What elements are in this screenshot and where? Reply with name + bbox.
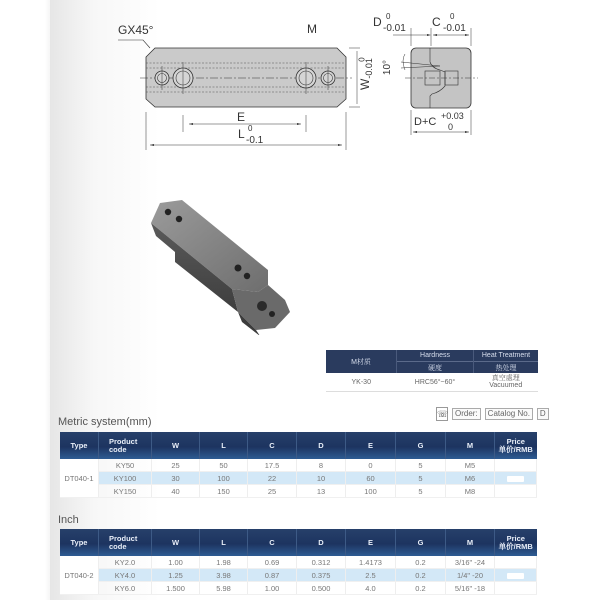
col-type: Type (60, 432, 99, 459)
c-cell: 0.87 (248, 569, 297, 582)
price-cell (495, 485, 537, 498)
col-c: C (248, 432, 297, 459)
w-cell: 30 (152, 472, 200, 485)
m-cell: 5/16" -18 (446, 582, 495, 595)
price-cell (495, 582, 537, 595)
price-cell (495, 459, 537, 472)
hardness-header: Hardness (397, 350, 474, 362)
l-cell: 5.98 (200, 582, 248, 595)
col-l: L (200, 529, 248, 556)
col-price: Price 单价/RMB (495, 432, 537, 459)
chamfer-label: GX45° (118, 23, 154, 37)
c-cell: 22 (248, 472, 297, 485)
treatment-en: Vacuumed (489, 382, 523, 389)
e-cell: 60 (346, 472, 396, 485)
price-redacted (507, 476, 524, 482)
dim-w-label (358, 58, 372, 90)
dim-d-tol-upper: 0 (386, 12, 391, 21)
material-row (326, 373, 538, 392)
metric-title: Metric system(mm) (58, 416, 152, 428)
table-row (60, 556, 537, 569)
inch-table (60, 529, 537, 595)
dim-l-label: L (238, 127, 245, 141)
dim-e-label: E (237, 110, 246, 124)
col-m: M (446, 432, 495, 459)
col-d: D (297, 529, 346, 556)
e-cell: 4.0 (346, 582, 396, 595)
d-cell: 10 (297, 472, 346, 485)
order-bar (436, 407, 549, 421)
dim-l-tol-lower: -0.1 (246, 135, 264, 146)
l-cell: 1.98 (200, 556, 248, 569)
metric-table (60, 432, 537, 498)
col-e: E (346, 432, 396, 459)
d-cell: 8 (297, 459, 346, 472)
col-d: D (297, 432, 346, 459)
col-w: W (152, 432, 200, 459)
dim-dc-tol-lower: 0 (448, 122, 454, 132)
g-cell: 0.2 (396, 556, 446, 569)
catalog-value: D (537, 408, 549, 420)
g-cell: 5 (396, 459, 446, 472)
price-cell (495, 569, 537, 582)
w-cell: 1.25 (152, 569, 200, 582)
material-table (326, 350, 538, 392)
product-photo (140, 190, 300, 335)
table-row (60, 472, 537, 485)
table-row (60, 569, 537, 582)
dim-w-letter: W (358, 78, 372, 90)
w-cell: 1.00 (152, 556, 200, 569)
g-cell: 5 (396, 485, 446, 498)
e-cell: 1.4173 (346, 556, 396, 569)
dim-c-tol-lower: -0.01 (443, 23, 466, 34)
dim-w-tol: -0.01 (364, 58, 374, 79)
thread-label: M (307, 22, 317, 36)
col-price: Price 单价/RMB (495, 529, 537, 556)
e-cell: 2.5 (346, 569, 396, 582)
table-row (60, 459, 537, 472)
c-cell: 0.69 (248, 556, 297, 569)
e-cell: 0 (346, 459, 396, 472)
d-cell: 0.312 (297, 556, 346, 569)
dim-dc-tol-upper: +0.03 (441, 111, 464, 121)
price-redacted (507, 573, 524, 579)
col-c: C (248, 529, 297, 556)
col-e: E (346, 529, 396, 556)
catalog-label: Catalog No. (485, 408, 533, 420)
col-w: W (152, 529, 200, 556)
inch-header-row (60, 529, 537, 556)
col-product-code: Product code (99, 432, 152, 459)
dim-d-tol-lower: -0.01 (383, 23, 406, 34)
w-cell: 40 (152, 485, 200, 498)
g-cell: 0.2 (396, 569, 446, 582)
l-cell: 150 (200, 485, 248, 498)
type-cell: DT040-1 (60, 459, 99, 498)
col-product-code: Product code (99, 529, 152, 556)
heat-treatment-subheader: 热处理 (474, 362, 539, 374)
dim-c-tol-upper: 0 (450, 12, 455, 21)
d-cell: 0.500 (297, 582, 346, 595)
m-cell: M8 (446, 485, 495, 498)
price-cell (495, 472, 537, 485)
l-cell: 50 (200, 459, 248, 472)
material-header: M材质 (326, 350, 397, 373)
dim-w-tol-upper: 0 (357, 57, 367, 62)
product-code-cell: KY4.0 (99, 569, 152, 582)
col-g: G (396, 529, 446, 556)
material-value: YK-30 (326, 373, 397, 392)
product-code-cell: KY6.0 (99, 582, 152, 595)
l-cell: 3.98 (200, 569, 248, 582)
dim-l-tol-upper: 0 (248, 124, 253, 133)
col-g: G (396, 432, 446, 459)
g-cell: 0.2 (396, 582, 446, 595)
dim-d-label: D (373, 15, 382, 29)
treatment-value (474, 373, 539, 392)
c-cell: 17.5 (248, 459, 297, 472)
table-row (60, 485, 537, 498)
angle-label: 10° (382, 59, 394, 76)
m-cell: M6 (446, 472, 495, 485)
table-row (60, 582, 537, 595)
product-code-cell: KY2.0 (99, 556, 152, 569)
dim-dc-label: D+C (414, 116, 437, 128)
col-l: L (200, 432, 248, 459)
hardness-value: HRC56°~60° (397, 373, 474, 392)
col-type: Type (60, 529, 99, 556)
treatment-cn: 真空處理 (491, 375, 520, 382)
m-cell: M5 (446, 459, 495, 472)
hardness-subheader: 硬度 (397, 362, 474, 374)
m-cell: 1/4" -20 (446, 569, 495, 582)
order-label: Order: (452, 408, 481, 420)
d-cell: 13 (297, 485, 346, 498)
c-cell: 25 (248, 485, 297, 498)
metric-header-row (60, 432, 537, 459)
phone-icon: ☏ (437, 409, 449, 419)
product-code-cell: KY100 (99, 472, 152, 485)
heat-treatment-header: Heat Treatment (474, 350, 539, 362)
w-cell: 1.500 (152, 582, 200, 595)
c-cell: 1.00 (248, 582, 297, 595)
l-cell: 100 (200, 472, 248, 485)
e-cell: 100 (346, 485, 396, 498)
w-cell: 25 (152, 459, 200, 472)
type-cell: DT040-2 (60, 556, 99, 595)
product-code-cell: KY50 (99, 459, 152, 472)
product-code-cell: KY150 (99, 485, 152, 498)
dim-c-label: C (432, 15, 441, 29)
g-cell: 5 (396, 472, 446, 485)
page-margin (0, 0, 56, 600)
d-cell: 0.375 (297, 569, 346, 582)
col-m: M (446, 529, 495, 556)
price-cell (495, 556, 537, 569)
m-cell: 3/16" -24 (446, 556, 495, 569)
inch-title: Inch (58, 514, 79, 526)
